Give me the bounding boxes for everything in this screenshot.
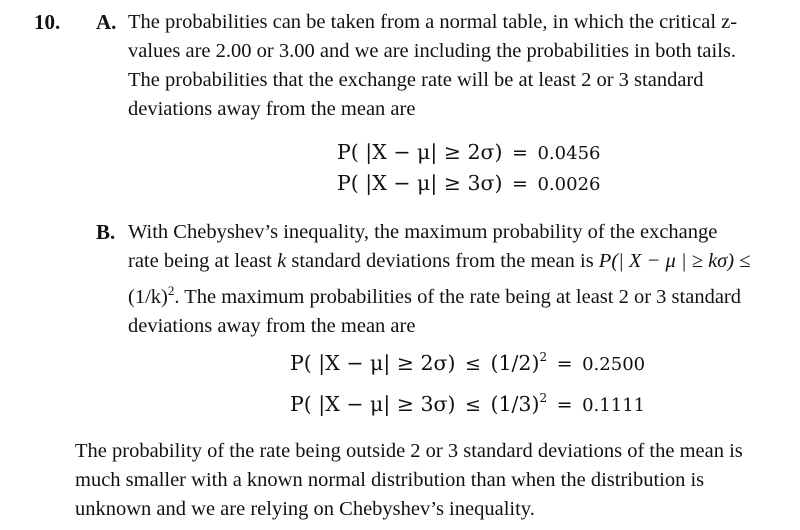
conclusion-paragraph — [75, 437, 790, 524]
part-b-equation-2: P( $|X - \mu| \ge 3\sigma) \le (1/3)^2 = 0.1111$ — [290, 391, 646, 416]
k-variable: k — [277, 250, 287, 272]
equation-exponent: 2 — [539, 350, 548, 364]
equation-value: 0.0026 — [537, 174, 601, 195]
part-b-label: B. — [96, 220, 116, 244]
equation-bound: (1/2) — [490, 351, 540, 375]
part-a-line: deviations away from the mean are — [128, 98, 416, 120]
equation-lhs: P( |X − μ| ≥ 2σ) — [290, 351, 456, 375]
equation-lhs: P( |X − μ| ≥ 3σ) — [290, 392, 456, 416]
equation-bound: (1/3) — [490, 392, 540, 416]
conclusion-line: much smaller with a known normal distribution than when the distribution is — [75, 469, 705, 491]
part-b-text: rate being at least — [128, 250, 273, 272]
equation-relation: = — [512, 173, 528, 195]
part-b-paragraph — [128, 218, 793, 341]
part-b-equation-1: P( $|X - \mu| \ge 2\sigma) \le (1/2)^2 = 0.2500$ — [290, 350, 646, 375]
part-a-line: The probabilities that the exchange rate will be at least 2 or 3 standard — [128, 69, 704, 91]
equation-lhs: P( |X − μ| ≥ 2σ) — [337, 140, 503, 164]
bound-exponent: 2 — [167, 283, 175, 298]
part-a-paragraph — [128, 8, 788, 124]
equation-value: 0.1111 — [582, 395, 646, 416]
part-b-line — [128, 276, 793, 312]
part-b-text: standard deviations from the mean is — [291, 250, 594, 272]
equation-lhs: P( |X − μ| ≥ 3σ) — [337, 171, 503, 195]
part-a-equation-1 — [337, 140, 600, 164]
part-a-line: The probabilities can be taken from a normal table, in which the critical z- — [128, 11, 738, 33]
part-a-equation-2 — [337, 171, 600, 195]
chebyshev-expression: P(| X − μ | ≥ kσ) ≤ — [598, 250, 751, 272]
part-b-line — [128, 247, 793, 276]
equation-value: 0.0456 — [537, 143, 601, 164]
part-b-text: . The maximum probabilities of the rate being at least 2 or 3 standard — [174, 286, 741, 308]
part-a-line: values are 2.00 or 3.00 and we are including the probabilities in both tails. — [128, 40, 737, 62]
equation-relation: = — [512, 142, 528, 164]
bound-expression: (1/k) — [128, 286, 168, 308]
part-b-line: With Chebyshev’s inequality, the maximum probability of the exchange — [128, 221, 718, 243]
conclusion-line: The probability of the rate being outside 2 or 3 standard deviations of the mean is — [75, 440, 743, 462]
part-a-label: A. — [96, 10, 117, 34]
equation-value: 0.2500 — [582, 354, 646, 375]
question-number: 10. — [34, 10, 61, 34]
conclusion-line: unknown and we are relying on Chebyshev’s inequality. — [75, 498, 535, 520]
equation-exponent: 2 — [539, 391, 548, 405]
part-b-line: deviations away from the mean are — [128, 315, 416, 337]
